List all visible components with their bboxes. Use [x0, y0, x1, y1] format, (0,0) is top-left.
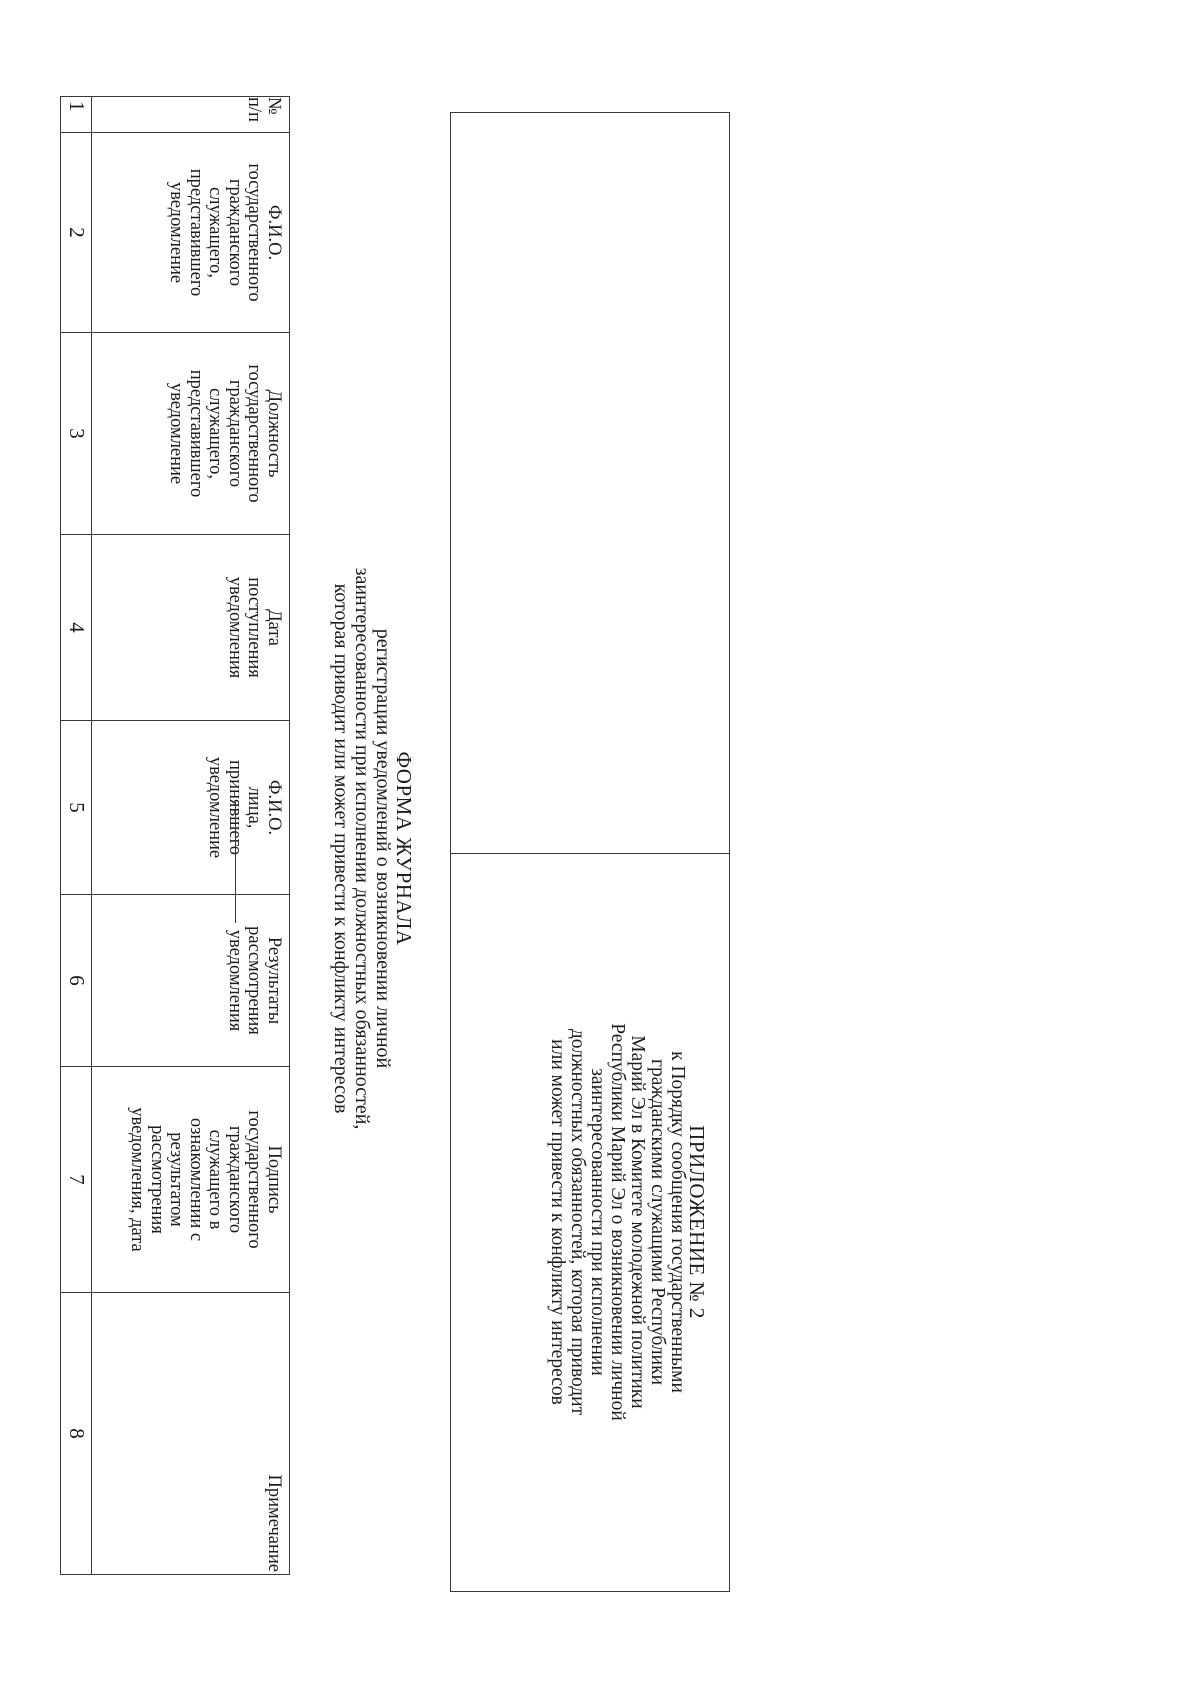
column-header-employee-name: Ф.И.О. государственного гражданского служащего, представившего уведомление [92, 133, 290, 333]
appendix-box [450, 112, 730, 1592]
column-number-cell: 8 [61, 1293, 92, 1575]
appendix-heading: ПРИЛОЖЕНИЕ № 2 [685, 1125, 709, 1319]
appendix-line: гражданскими служащими Республики [647, 1058, 668, 1386]
column-number-cell: 7 [61, 1067, 92, 1293]
column-header-position: Должность государственного гражданского служащего, представившего уведомление [92, 333, 290, 535]
column-number-cell: 4 [61, 535, 92, 721]
column-header-receipt-date: Дата поступления уведомления [92, 535, 290, 721]
appendix-line: Марий Эл в Комитете молодежной политики [627, 1035, 648, 1409]
form-title-main: ФОРМА ЖУРНАЛА [392, 751, 416, 946]
appendix-line: должностных обязанностей, которая приводит [567, 1028, 588, 1416]
appendix-line: к Порядку сообщения государственными [667, 1051, 688, 1393]
form-title-line: которая приводит или может привести к конфликту интересов [330, 583, 352, 1114]
column-number-cell: 1 [61, 97, 92, 133]
form-title [330, 0, 414, 1697]
column-number-cell: 5 [61, 721, 92, 895]
end-separator-line [235, 802, 236, 923]
column-header-receiver-name: Ф.И.О. лица, принявшего уведомление [92, 721, 290, 895]
appendix-line: заинтересованности при исполнении [587, 1068, 608, 1376]
column-header-note: Примечание [92, 1293, 290, 1575]
form-title-line: заинтересованности при исполнении должностных обязанностей, [351, 567, 373, 1130]
column-header-results: Результаты рассмотрения уведомления [92, 895, 290, 1067]
appendix-line: Республики Марий Эл о возникновении личной [607, 1023, 628, 1421]
column-number-cell: 2 [61, 133, 92, 333]
column-number-cell: 6 [61, 895, 92, 1067]
column-number-cell: 3 [61, 333, 92, 535]
form-title-line: регистрации уведомлений о возникновении личной [372, 628, 394, 1069]
table-header-row [92, 97, 290, 1575]
appendix-line: или может привести к конфликту интересов [547, 1039, 568, 1405]
table-number-row [61, 97, 92, 1575]
column-header-signature: Подпись государственного гражданского служащего в ознакомлении с результатом рассмотрения уведомления, дата [92, 1067, 290, 1293]
appendix-caption [547, 853, 707, 1591]
column-header-number: № п/п [92, 97, 290, 133]
journal-table [60, 96, 290, 1575]
